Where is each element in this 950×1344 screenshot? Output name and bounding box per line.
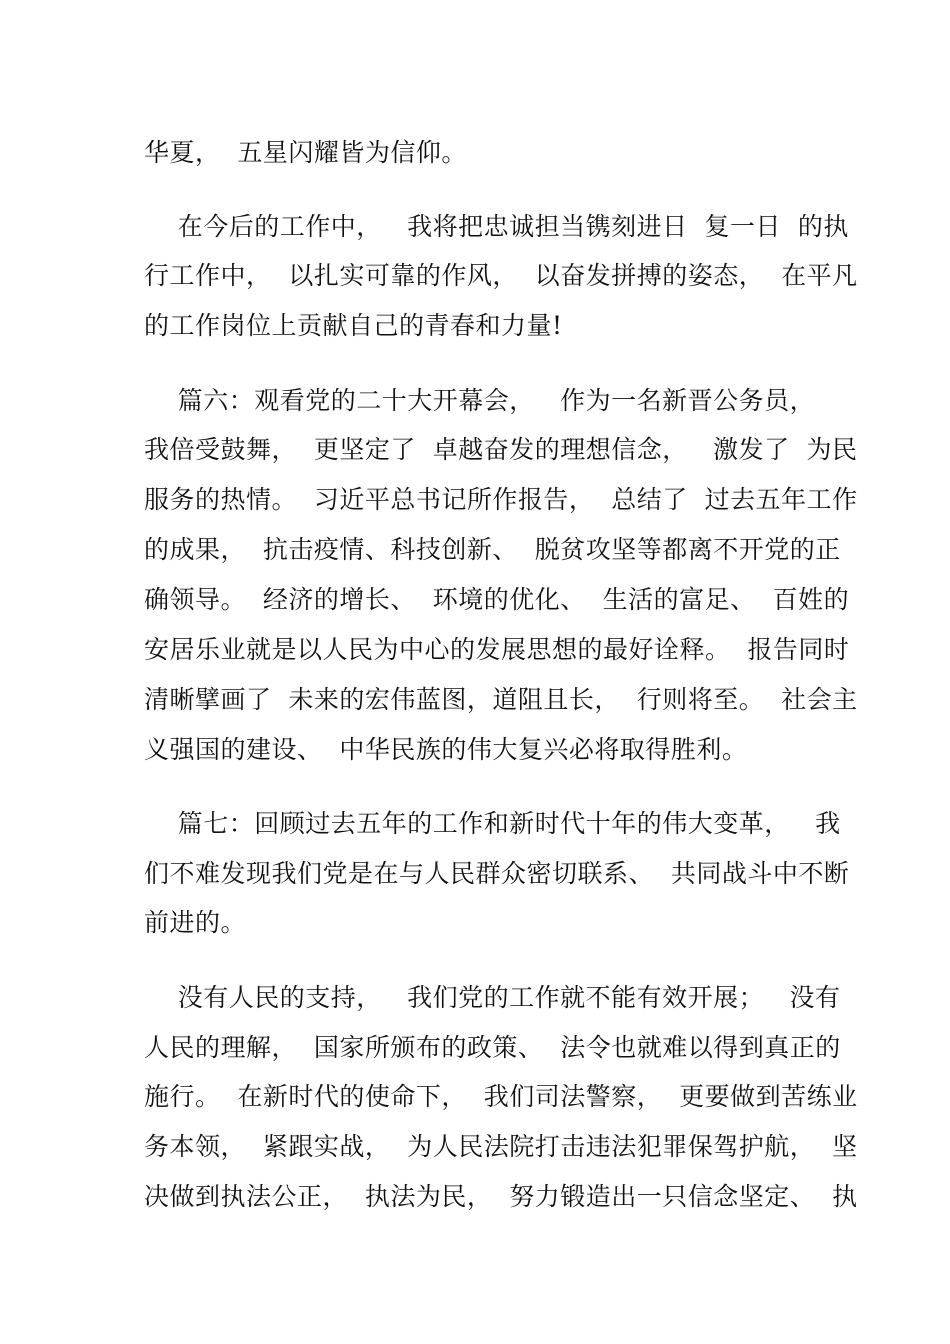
text-line: 没有人民的支持， 我们党的工作就不能有效开展； 没有 — [144, 983, 841, 1012]
text-line: 前进的。 — [144, 908, 247, 937]
text-line: 决做到执法公正， 执法为民， 努力锻造出一只信念坚定、 执 — [144, 1182, 858, 1211]
text-line: 篇七：回顾过去五年的工作和新时代十年的伟大变革， 我 — [144, 809, 841, 838]
text-line: 的工作岗位上贡献自己的青春和力量! — [144, 311, 563, 340]
text-line: 确领导。 经济的增长、 环境的优化、 生活的富足、 百姓的 — [144, 585, 850, 614]
text-line: 施行。 在新时代的使命下， 我们司法警察， 更要做到苦练业 — [144, 1082, 858, 1111]
text-line: 人民的理解， 国家所颁布的政策、 法令也就难以得到真正的 — [144, 1033, 841, 1062]
text-line: 们不难发现我们党是在与人民群众密切联系、 共同战斗中不断 — [144, 859, 850, 888]
text-line: 在今后的工作中， 我将把忠诚担当镌刻进日 复一日 的执 — [144, 212, 849, 241]
text-line: 安居乐业就是以人民为中心的发展思想的最好诠释。 报告同时 — [144, 635, 850, 664]
text-line: 的成果， 抗击疫情、科技创新、 脱贫攻坚等都离不开党的正 — [144, 535, 841, 564]
text-line: 务本领， 紧跟实战， 为人民法院打击违法犯罪保驾护航， 坚 — [144, 1132, 858, 1161]
text-line: 义强国的建设、 中华民族的伟大复兴必将取得胜利。 — [144, 735, 748, 764]
text-line: 我倍受鼓舞， 更坚定了 卓越奋发的理想信念， 激发了 为民 — [144, 435, 858, 464]
text-line: 行工作中， 以扎实可靠的作风， 以奋发拼搏的姿态， 在平凡 — [144, 261, 858, 290]
text-line: 清晰擘画了 未来的宏伟蓝图，道阻且长， 行则将至。 社会主 — [144, 685, 858, 714]
text-line: 篇六：观看党的二十大开幕会， 作为一名新晋公务员， — [144, 386, 816, 415]
text-line: 华夏， 五星闪耀皆为信仰。 — [144, 138, 467, 167]
text-line: 服务的热情。 习近平总书记所作报告， 总结了 过去五年工作 — [144, 485, 858, 514]
